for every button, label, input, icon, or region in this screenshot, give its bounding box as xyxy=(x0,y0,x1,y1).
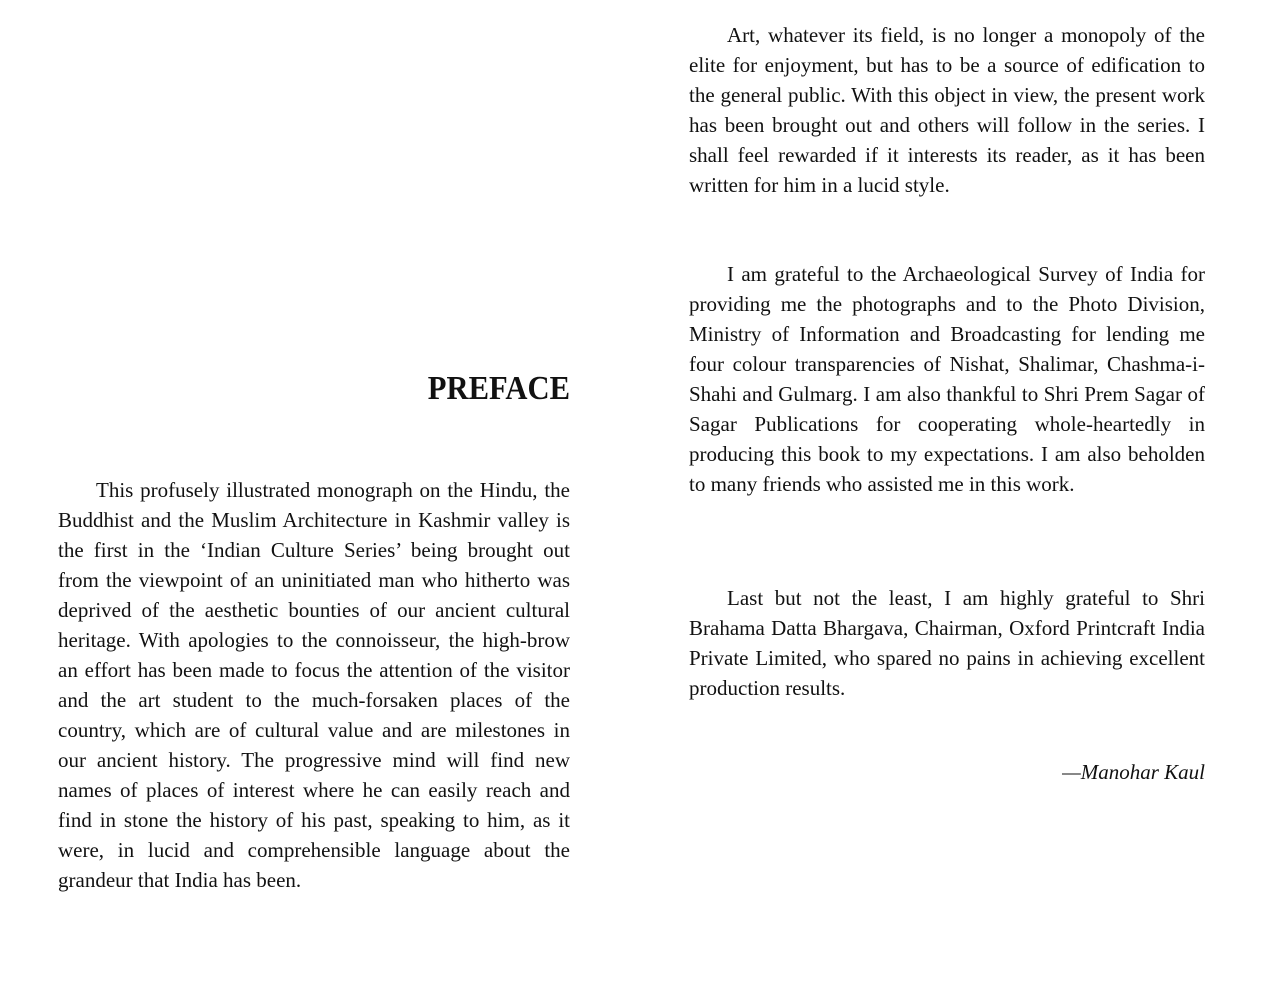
preface-heading: PREFACE xyxy=(427,370,570,407)
author-signature: —Manohar Kaul xyxy=(1062,760,1205,784)
preface-paragraph-2: Art, whatever its field, is no longer a monopoly of the elite for enjoyment, but has to be a source of edification to the general public. With this object in view, the present work has been brought out and others will follow in the series. I shall feel rewarded if it interests its reader, as it has been written for him in a lucid style. xyxy=(689,23,1205,197)
preface-paragraph-3: I am grateful to the Archaeological Survey of India for providing me the photographs and to the Photo Division, Ministry of Information and Broadcasting for lending me four colour transparencies of Nishat, Shalimar, Chashma-i-Shahi and Gulmarg. I am also thankful to Shri Prem Sagar of Sagar Publications for cooperating whole-heartedly in producing this book to my expectations. I am also beholden to many friends who assisted me in this work. xyxy=(689,262,1205,496)
left-page xyxy=(58,0,570,1000)
preface-paragraph-4: Last but not the least, I am highly grateful to Shri Brahama Datta Bhargava, Chairman, Oxford Printcraft India Private Limited, who spared no pains in achieving excellent production results. xyxy=(689,586,1205,700)
preface-paragraph-1: This profusely illustrated monograph on the Hindu, the Buddhist and the Muslim Architecture in Kashmir valley is the first in the ‘Indian Culture Series’ being brought out from the viewpoint of an uninitiated man who hitherto was deprived of the aesthetic bounties of our ancient cultural heritage. With apologies to the connoisseur, the high-brow an effort has been made to focus the attention of the visitor and the art student to the much-forsaken places of the country, which are of cultural value and are milestones in our ancient history. The progressive mind will find new names of places of interest where he can easily reach and find in stone the history of his past, speaking to him, as it were, in lucid and comprehensible language about the grandeur that India has been. xyxy=(58,478,570,892)
right-page xyxy=(689,0,1205,1000)
